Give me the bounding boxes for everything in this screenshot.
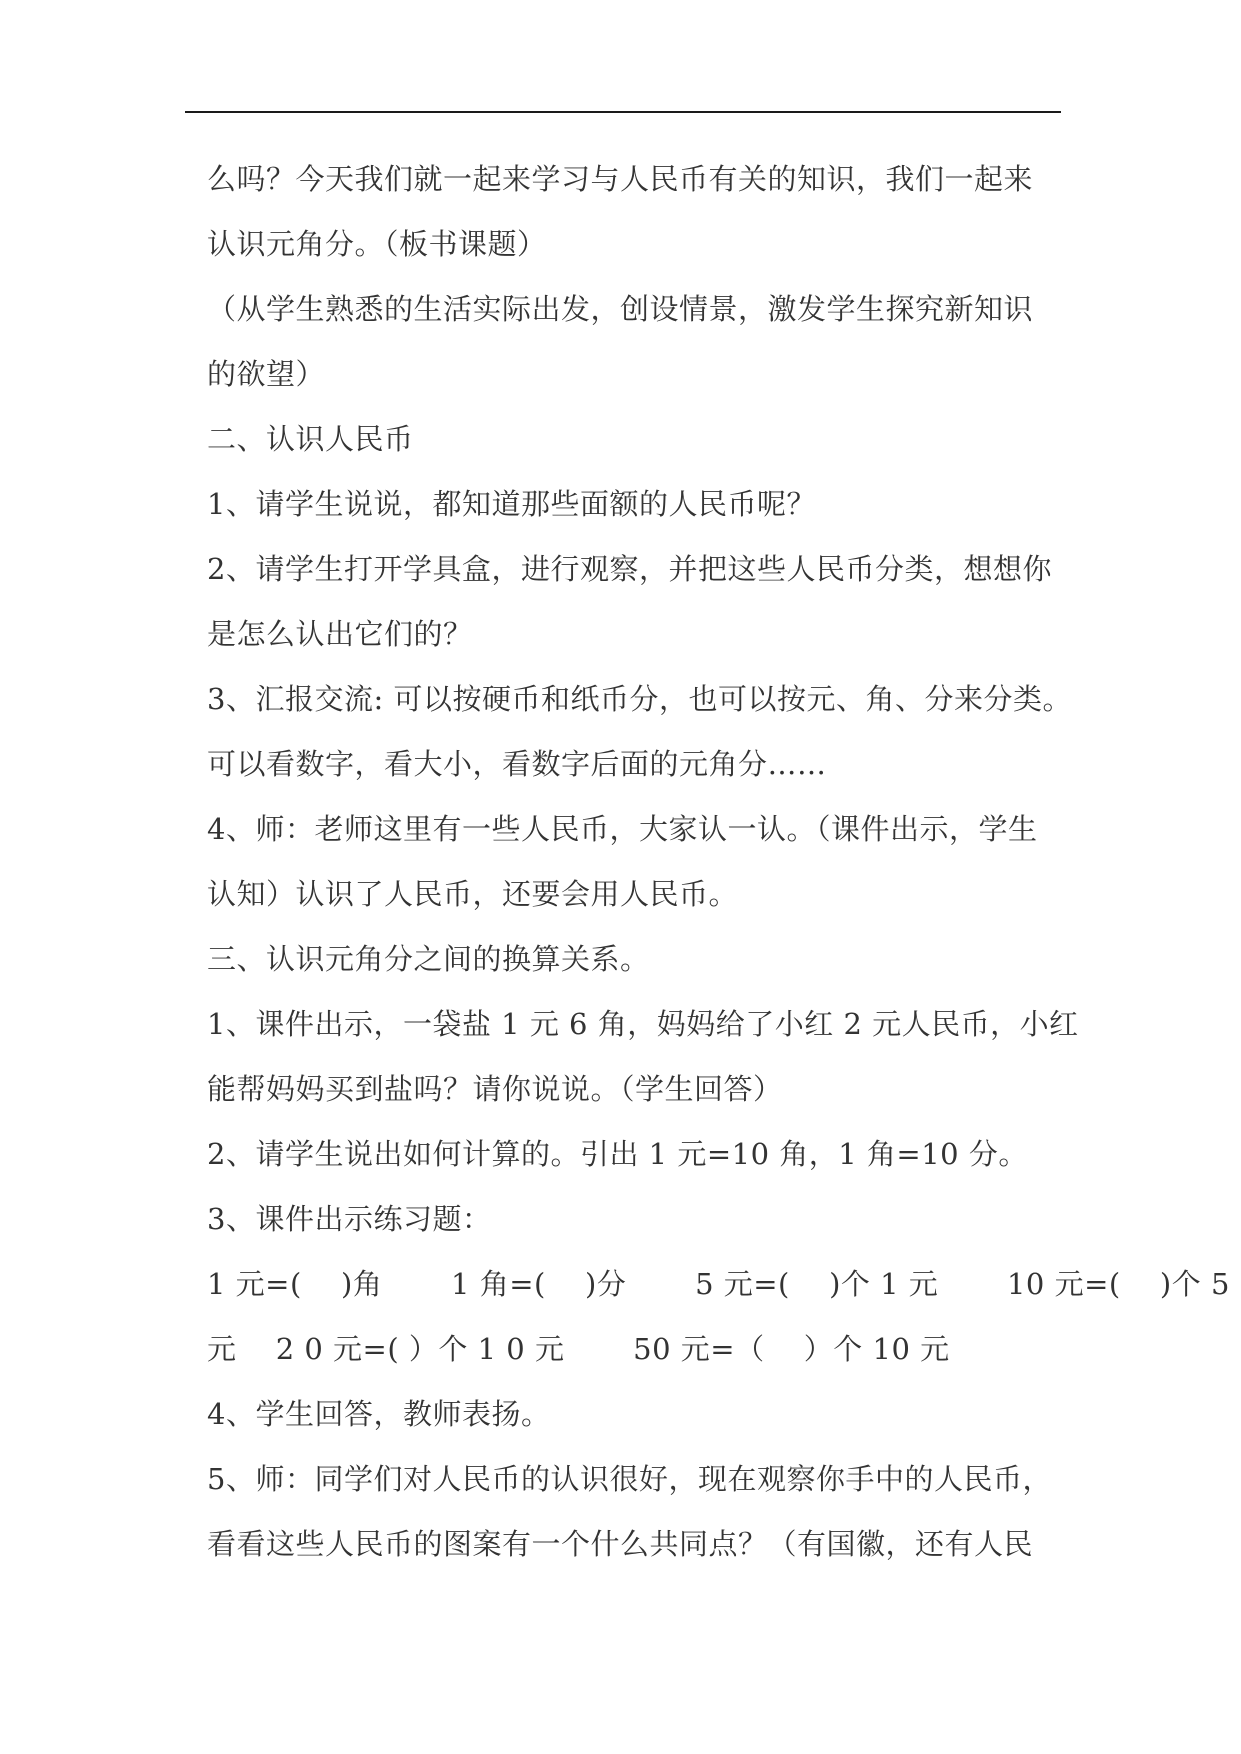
text-line: 4、师：老师这里有一些人民币，大家认一认。（课件出示，学生 bbox=[207, 812, 1038, 846]
text-line: 可以看数字，看大小，看数字后面的元角分…… bbox=[207, 747, 827, 781]
header-rule bbox=[185, 111, 1061, 113]
text-line: 2、请学生打开学具盒，进行观察，并把这些人民币分类，想想你 bbox=[207, 552, 1052, 586]
text-line: 认知）认识了人民币，还要会用人民币。 bbox=[207, 877, 739, 911]
text-line: 的欲望） bbox=[207, 357, 326, 391]
text-line: 1、课件出示，一袋盐 1 元 6 角，妈妈给了小红 2 元人民币，小红 bbox=[207, 1007, 1079, 1041]
text-line: 1、请学生说说，都知道那些面额的人民币呢？ bbox=[207, 487, 816, 521]
text-line: 能帮妈妈买到盐吗？请你说说。（学生回答） bbox=[207, 1072, 783, 1106]
exercise-line: 元 2 0 元=( ）个 1 0 元 50 元=（ ）个 10 元 bbox=[207, 1332, 950, 1366]
text-line: 3、课件出示练习题： bbox=[207, 1202, 492, 1236]
text-line: 4、学生回答，教师表扬。 bbox=[207, 1397, 551, 1431]
text-line: 2、请学生说出如何计算的。引出 1 元=10 角，1 角=10 分。 bbox=[207, 1137, 1028, 1171]
document-body bbox=[207, 147, 1230, 1577]
text-line: 是怎么认出它们的？ bbox=[207, 617, 473, 651]
text-line: 看看这些人民币的图案有一个什么共同点？（有国徽，还有人民 bbox=[207, 1527, 1034, 1561]
section-heading: 三、认识元角分之间的换算关系。 bbox=[207, 942, 650, 976]
section-heading: 二、认识人民币 bbox=[207, 422, 414, 456]
exercise-line: 1 元=( )角 1 角=( )分 5 元=( )个 1 元 10 元=( )个 5 bbox=[207, 1267, 1230, 1301]
text-line: 5、师：同学们对人民币的认识很好，现在观察你手中的人民币， bbox=[207, 1462, 1052, 1496]
text-line: 认识元角分。（板书课题） bbox=[207, 227, 547, 261]
text-line: 么吗？今天我们就一起来学习与人民币有关的知识，我们一起来 bbox=[207, 162, 1034, 196]
text-line: （从学生熟悉的生活实际出发，创设情景，激发学生探究新知识 bbox=[207, 292, 1034, 326]
text-line: 3、汇报交流: 可以按硬币和纸币分，也可以按元、角、分来分类。 bbox=[207, 682, 1072, 716]
